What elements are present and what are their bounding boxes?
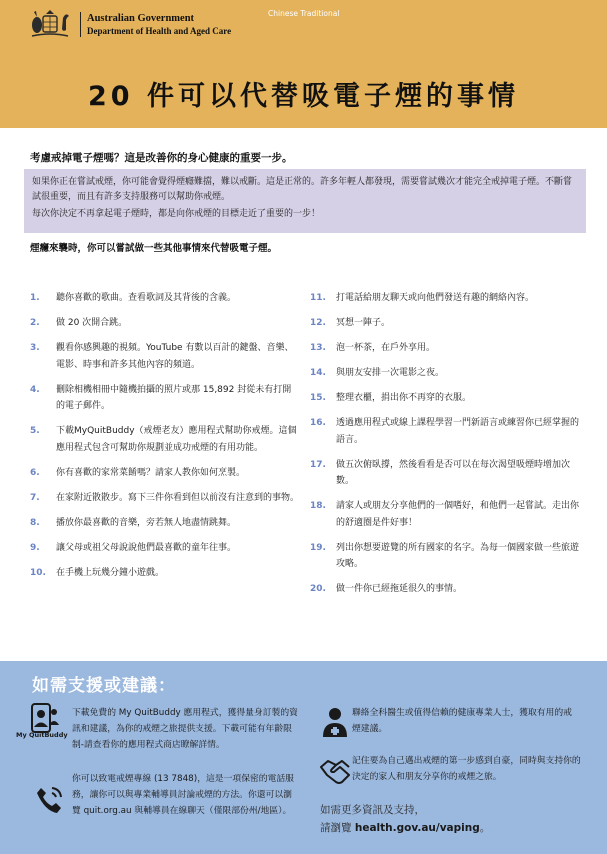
list-item [30,423,300,456]
list-item [310,498,580,531]
item-number: 18. [310,501,326,511]
doctor-icon [318,705,352,739]
item-number: 1. [30,293,40,303]
list-item [310,581,580,598]
item-text: 讓父母或祖父母說說他們最喜歡的童年往事。 [56,542,237,553]
health-website-link[interactable]: health.gov.au/vaping [354,822,480,834]
phone-handset-icon [32,783,66,817]
item-text: 與朋友安排一次電影之夜。 [336,368,445,378]
list-item [30,565,300,582]
list-item [310,457,580,490]
list-item [310,315,580,332]
government-logo-block [28,7,231,41]
list-item [30,515,300,532]
item-text: 播放你最喜歡的音樂，旁若無人地盡情跳舞。 [56,517,237,528]
item-text: 透過應用程式或線上課程學習一門新語言或練習你已經掌握的語言。 [336,418,580,445]
item-text: 冥想一陣子。 [336,318,391,328]
item-text: 聽你喜歡的歌曲。查看歌詞及其背後的含義。 [56,293,237,303]
item-number: 11. [310,293,326,303]
item-number: 8. [30,517,40,528]
item-number: 4. [30,384,40,395]
item-text: 刪除相機相冊中隨機拍攝的照片或那 15,892 封從未有打開的電子郵件。 [56,384,292,411]
gov-line2: Department of Health and Aged Care [87,25,232,36]
item-number: 12. [310,318,326,328]
page-title: 20 件可以代替吸電子煙的事情 [88,81,519,112]
list-item [310,290,580,307]
more-info-block [320,801,490,837]
item-text: 打電話給朋友聊天或向他們發送有趣的網絡內容。 [336,293,535,303]
my-quitbuddy-label: My QuitBuddy [16,731,68,739]
item-number: 10. [30,567,46,578]
item-text: 下載MyQuitBuddy（戒煙老友）應用程式幫助你戒煙。這個應用程式包含可幫助你規劃並成功戒煙的有用功能。 [56,426,297,453]
support-heading: 如需支援或建議： [32,676,176,696]
list-item [310,390,580,407]
more-info-suffix: 。 [479,822,491,834]
item-text: 請家人或朋友分享他們的一個嗜好，和他們一起嘗試。走出你的舒適圈是件好事！ [336,501,580,528]
more-info-prefix: 請瀏覽 [320,822,352,834]
list-item [30,340,300,373]
share-journey-text: 記住要為自己邁出戒煙的第一步感到自豪，同時與支持你的決定的家人和朋友分享你的戒煙之旅。 [352,756,581,782]
language-tag: Chinese Traditional [268,9,340,18]
more-info-line1: 如需更多資訊及支持， [320,804,425,816]
list-item [310,365,580,382]
coat-of-arms-icon [28,8,72,40]
intro-paragraph-2: 每次你決定不再拿起電子煙時，都是向你戒煙的目標走近了重要的一步！ [32,209,321,219]
list-item [30,290,300,307]
item-number: 20. [310,584,326,594]
item-text: 列出你想要遊覽的所有國家的名字。為每一個國家做一些旅遊攻略。 [336,542,580,569]
handshake-icon [318,753,352,787]
list-item [310,415,580,448]
list-item [310,540,580,573]
list-item [310,340,580,357]
gov-line1: Australian Government [87,12,195,24]
item-text: 在手機上玩幾分鐘小遊戲。 [56,567,165,578]
government-name [80,12,231,37]
item-number: 19. [310,542,326,553]
more-info-line2 [320,819,490,837]
list-item [30,382,300,415]
intro-callout-box [24,169,586,233]
item-text: 做五次俯臥撐，然後看看是否可以在每次渴望吸煙時增加次數。 [336,459,571,486]
list-item [30,540,300,557]
item-number: 14. [310,368,326,378]
item-number: 16. [310,418,326,428]
item-number: 5. [30,426,40,436]
list-item [30,465,300,482]
item-number: 7. [30,492,40,503]
item-text: 在家附近散散步。寫下三件你看到但以前沒有注意到的事物。 [56,492,300,503]
intro-heading: 考慮戒掉電子煙嗎？這是改善你的身心健康的重要一步。 [30,152,293,164]
quitline-text: 你可以致電戒煙專線 (13 7848)，這是一項保密的電話服務，讓你可以與專業輔導員討論戒煙的方法。你還可以瀏覽 quit.org.au 與輔導員在線聊天（僅限部份州/地區）。 [72,774,294,816]
item-number: 2. [30,318,40,328]
item-number: 15. [310,393,326,403]
intro-paragraph-1: 如果你正在嘗試戒煙，你可能會覺得煙癮難擋，難以戒斷。這是正常的。許多年輕人都發現，需要嘗試幾次才能完全戒掉電子煙。不斷嘗試很重要，而且有許多支持服務可以幫助你戒煙。 [32,177,573,202]
list-item [30,490,300,507]
gp-advice-text: 聯絡全科醫生或值得信賴的健康專業人士，獲取有用的戒煙建議。 [352,708,572,734]
item-number: 9. [30,542,40,553]
support-footer [0,661,607,854]
item-text: 做 20 次開合跳。 [56,318,128,328]
item-number: 13. [310,343,326,353]
list-item [30,315,300,332]
item-text: 觀看你感興趣的視頻。YouTube 有數以百計的鍵盤、音樂、電影、時事和許多其他內容的頻道。 [56,343,294,370]
item-text: 整理衣櫃，捐出你不再穿的衣服。 [336,393,472,403]
app-support-text: 下載免費的 My QuitBuddy 應用程式，獲得量身訂製的資訊和建議，為你的戒煙之旅提供支援。下載可能有年齡限制-請查看你的應用程式商店瞭解詳情。 [72,708,298,750]
header-banner [0,0,607,128]
activity-list-left [30,290,300,590]
item-text: 泡一杯茶，在戶外享用。 [336,343,436,353]
phone-app-icon [28,701,62,735]
activity-list-right [310,290,580,606]
item-number: 3. [30,343,40,353]
item-text: 你有喜歡的家常菜餚嗎？請家人教你如何烹製。 [56,467,246,478]
item-text: 做一件你已經拖延很久的事情。 [336,584,463,594]
item-number: 17. [310,459,326,470]
list-intro-heading: 煙癮來襲時，你可以嘗試做一些其他事情來代替吸電子煙。 [30,243,278,254]
item-number: 6. [30,467,40,478]
